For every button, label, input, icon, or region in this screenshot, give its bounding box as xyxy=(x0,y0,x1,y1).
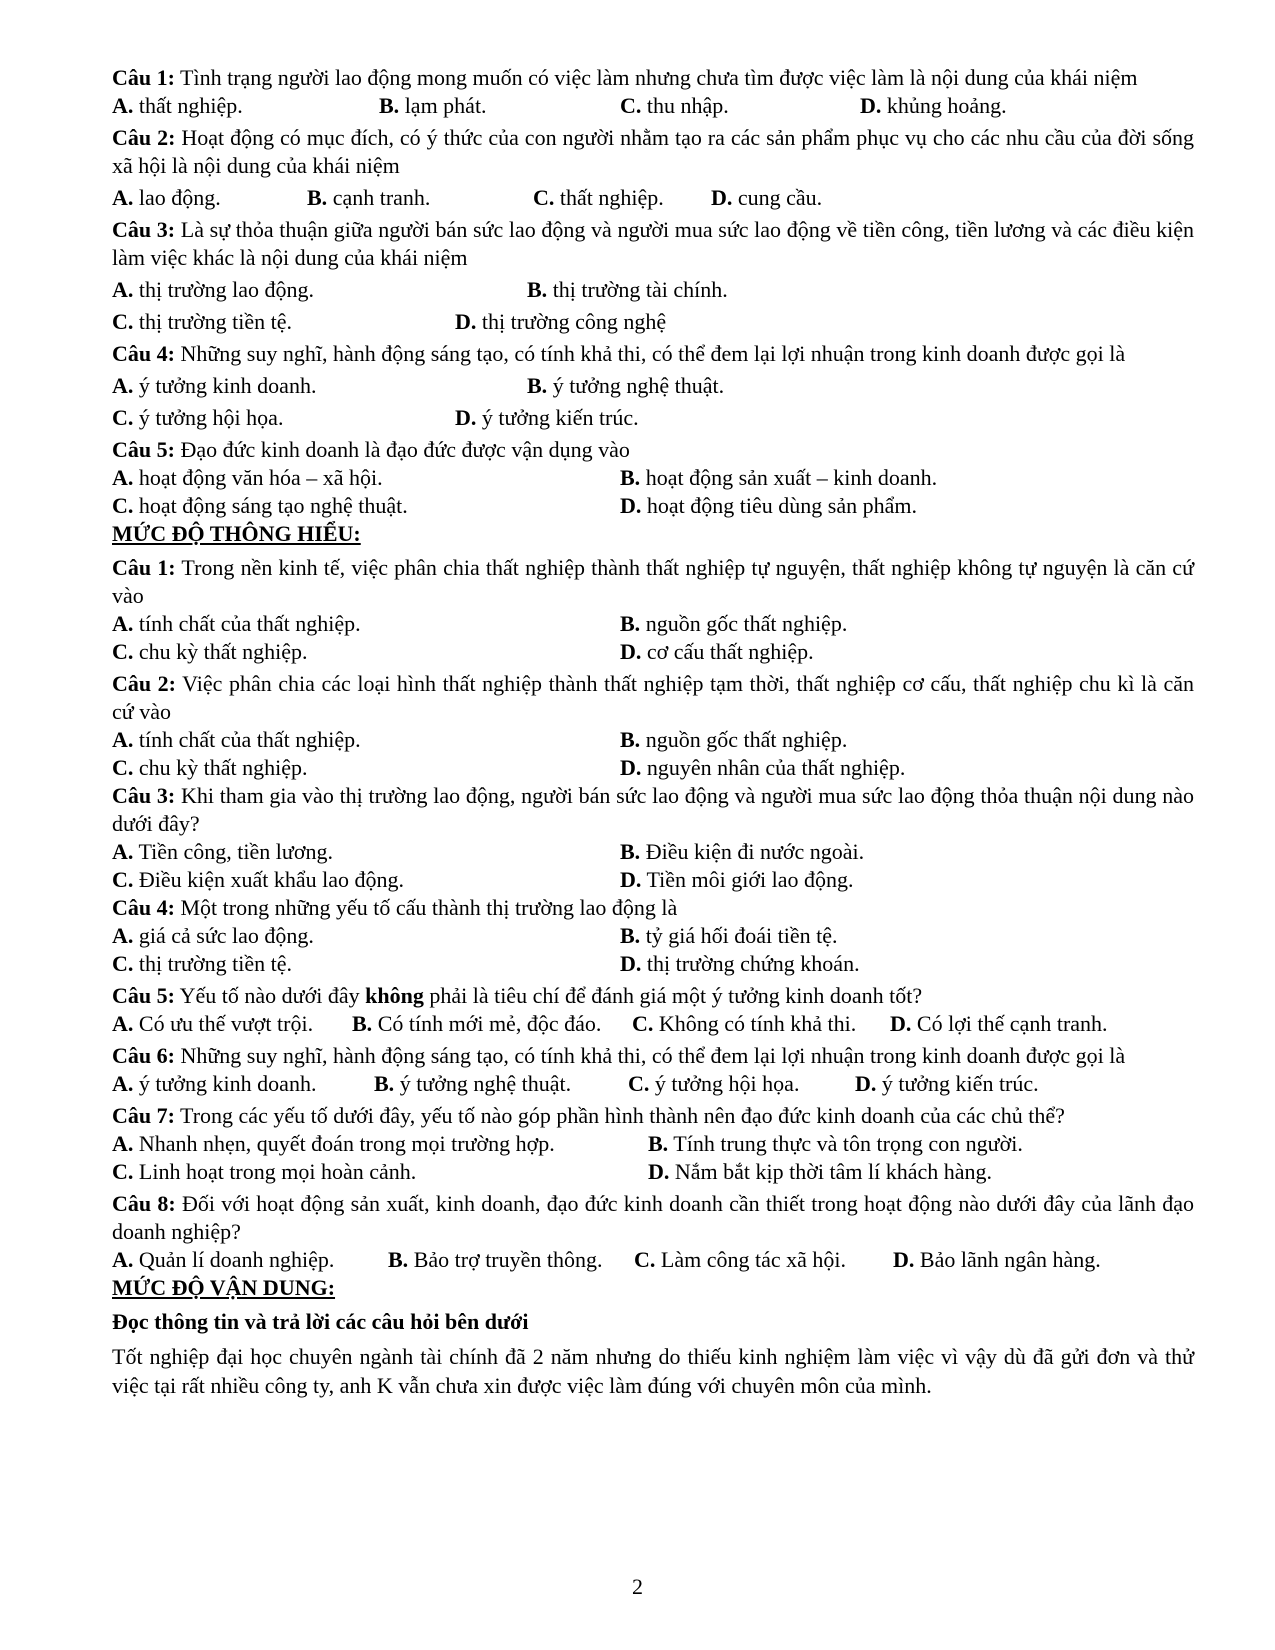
option-d: D. khủng hoảng. xyxy=(860,93,1007,118)
options-row xyxy=(112,638,1194,666)
options-row xyxy=(112,838,1194,866)
document-page xyxy=(112,64,1194,1400)
option-a: A. tính chất của thất nghiệp. xyxy=(112,727,361,752)
option-d: D. cơ cấu thất nghiệp. xyxy=(620,639,814,664)
options-row xyxy=(112,276,1194,304)
question-2: Câu 2: Hoạt động có mục đích, có ý thức của con người nhằm tạo ra các sản phẩm phục vụ cho các nhu cầu của đời sống xã hội là nội dung của khái niệm xyxy=(112,125,1195,178)
options-row xyxy=(112,492,1194,520)
option-a: A. ý tưởng kinh doanh. xyxy=(112,1071,317,1096)
option-c: C. hoạt động sáng tạo nghệ thuật. xyxy=(112,493,408,518)
options-row xyxy=(112,372,1194,400)
section-heading-understanding: MỨC ĐỘ THÔNG HIỂU: xyxy=(112,521,361,546)
option-d: D. Bảo lãnh ngân hàng. xyxy=(893,1247,1101,1272)
options-row xyxy=(112,1130,1194,1158)
option-b: B. nguồn gốc thất nghiệp. xyxy=(620,611,848,636)
options-row xyxy=(112,726,1194,754)
option-b: B. hoạt động sản xuất – kinh doanh. xyxy=(620,465,938,490)
question-1: Câu 1: Trong nền kinh tế, việc phân chia thất nghiệp thành thất nghiệp tự nguyện, thất nghiệp không tự nguyện là căn cứ vào xyxy=(112,555,1194,608)
question-6: Câu 6: Những suy nghĩ, hành động sáng tạo, có tính khả thi, có thể đem lại lợi nhuận trong kinh doanh được gọi là xyxy=(112,1043,1126,1068)
question-1: Câu 1: Tình trạng người lao động mong muốn có việc làm nhưng chưa tìm được việc làm là nội dung của khái niệm xyxy=(112,65,1138,90)
options-row xyxy=(112,1010,1194,1038)
option-a: A. tính chất của thất nghiệp. xyxy=(112,611,361,636)
question-7: Câu 7: Trong các yếu tố dưới đây, yếu tố nào góp phần hình thành nên đạo đức kinh doanh của các chủ thể? xyxy=(112,1103,1065,1128)
option-c: C. thị trường tiền tệ. xyxy=(112,951,292,976)
options-row xyxy=(112,1158,1194,1186)
option-c: C. chu kỳ thất nghiệp. xyxy=(112,755,308,780)
option-d: D. nguyên nhân của thất nghiệp. xyxy=(620,755,906,780)
reading-passage: Tốt nghiệp đại học chuyên ngành tài chính đã 2 năm nhưng do thiếu kinh nghiệm làm việc vì vậy dù đã gửi đơn và thử việc tại rất nhiều công ty, anh K vẫn chưa xin được việc làm đúng với chuyên môn của mình. xyxy=(112,1344,1194,1398)
options-row xyxy=(112,464,1194,492)
question-2: Câu 2: Việc phân chia các loại hình thất nghiệp thành thất nghiệp tạm thời, thất nghiệp cơ cấu, thất nghiệp chu kì là căn cứ vào xyxy=(112,671,1194,724)
option-a: A. Quản lí doanh nghiệp. xyxy=(112,1247,335,1272)
page-number: 2 xyxy=(632,1574,643,1599)
option-a: A. Có ưu thế vượt trội. xyxy=(112,1011,314,1036)
option-a: A. Nhanh nhẹn, quyết đoán trong mọi trường hợp. xyxy=(112,1131,555,1156)
option-c: C. Điều kiện xuất khẩu lao động. xyxy=(112,867,405,892)
section-heading-application: MỨC ĐỘ VẬN DUNG: xyxy=(112,1275,336,1300)
option-b: B. cạnh tranh. xyxy=(307,185,431,210)
option-d: D. ý tưởng kiến trúc. xyxy=(455,405,639,430)
options-row xyxy=(112,922,1194,950)
options-row xyxy=(112,610,1194,638)
option-a: A. ý tưởng kinh doanh. xyxy=(112,373,317,398)
option-b: B. Có tính mới mẻ, độc đáo. xyxy=(352,1011,602,1036)
question-3: Câu 3: Khi tham gia vào thị trường lao động, người bán sức lao động và người mua sức lao động thỏa thuận nội dung nào dưới đây? xyxy=(112,783,1195,836)
option-d: D. Nắm bắt kịp thời tâm lí khách hàng. xyxy=(648,1159,993,1184)
option-b: B. ý tưởng nghệ thuật. xyxy=(527,373,725,398)
question-5: Câu 5: Yếu tố nào dưới đây không phải là tiêu chí để đánh giá một ý tưởng kinh doanh tốt? xyxy=(112,983,923,1008)
option-a: A. thị trường lao động. xyxy=(112,277,314,302)
option-b: B. nguồn gốc thất nghiệp. xyxy=(620,727,848,752)
option-a: A. thất nghiệp. xyxy=(112,93,243,118)
options-row xyxy=(112,950,1194,978)
option-c: C. thị trường tiền tệ. xyxy=(112,309,292,334)
option-d: D. hoạt động tiêu dùng sản phẩm. xyxy=(620,493,917,518)
options-row xyxy=(112,866,1194,894)
options-row xyxy=(112,754,1194,782)
option-b: B. ý tưởng nghệ thuật. xyxy=(374,1071,572,1096)
options-row xyxy=(112,1070,1194,1098)
option-c: C. Không có tính khả thi. xyxy=(632,1011,857,1036)
question-4: Câu 4: Những suy nghĩ, hành động sáng tạo, có tính khả thi, có thể đem lại lợi nhuận trong kinh doanh được gọi là xyxy=(112,341,1126,366)
question-3: Câu 3: Là sự thỏa thuận giữa người bán sức lao động và người mua sức lao động về tiền công, tiền lương và các điều kiện làm việc khác là nội dung của khái niệm xyxy=(112,217,1195,270)
option-c: C. chu kỳ thất nghiệp. xyxy=(112,639,308,664)
option-c: C. Làm công tác xã hội. xyxy=(634,1247,846,1272)
option-d: D. thị trường chứng khoán. xyxy=(620,951,860,976)
options-row xyxy=(112,92,1194,120)
options-row xyxy=(112,184,1194,212)
option-a: A. giá cả sức lao động. xyxy=(112,923,314,948)
option-d: D. thị trường công nghệ xyxy=(455,309,667,334)
option-c: C. ý tưởng hội họa. xyxy=(112,405,284,430)
option-d: D. ý tưởng kiến trúc. xyxy=(855,1071,1039,1096)
option-b: B. Điều kiện đi nước ngoài. xyxy=(620,839,865,864)
option-d: D. cung cầu. xyxy=(711,185,823,210)
option-b: B. lạm phát. xyxy=(379,93,487,118)
option-d: D. Có lợi thế cạnh tranh. xyxy=(890,1011,1108,1036)
options-row xyxy=(112,1246,1194,1274)
option-a: A. hoạt động văn hóa – xã hội. xyxy=(112,465,383,490)
option-c: C. thu nhập. xyxy=(620,93,729,118)
option-a: A. Tiền công, tiền lương. xyxy=(112,839,333,864)
instruction-heading: Đọc thông tin và trả lời các câu hỏi bên dưới xyxy=(112,1309,529,1334)
option-c: C. thất nghiệp. xyxy=(533,185,664,210)
option-c: C. Linh hoạt trong mọi hoàn cảnh. xyxy=(112,1159,417,1184)
option-b: B. thị trường tài chính. xyxy=(527,277,728,302)
option-c: C. ý tưởng hội họa. xyxy=(628,1071,800,1096)
option-d: D. Tiền môi giới lao động. xyxy=(620,867,854,892)
options-row xyxy=(112,404,1194,432)
question-5: Câu 5: Đạo đức kinh doanh là đạo đức được vận dụng vào xyxy=(112,437,630,462)
question-4: Câu 4: Một trong những yếu tố cấu thành thị trường lao động là xyxy=(112,895,678,920)
option-a: A. lao động. xyxy=(112,185,221,210)
option-b: B. Bảo trợ truyền thông. xyxy=(388,1247,603,1272)
options-row xyxy=(112,308,1194,336)
option-b: B. tỷ giá hối đoái tiền tệ. xyxy=(620,923,838,948)
option-b: B. Tính trung thực và tôn trọng con người. xyxy=(648,1131,1023,1156)
question-8: Câu 8: Đối với hoạt động sản xuất, kinh doanh, đạo đức kinh doanh cần thiết trong hoạt động nào dưới đây của lãnh đạo doanh nghiệp? xyxy=(112,1191,1194,1244)
